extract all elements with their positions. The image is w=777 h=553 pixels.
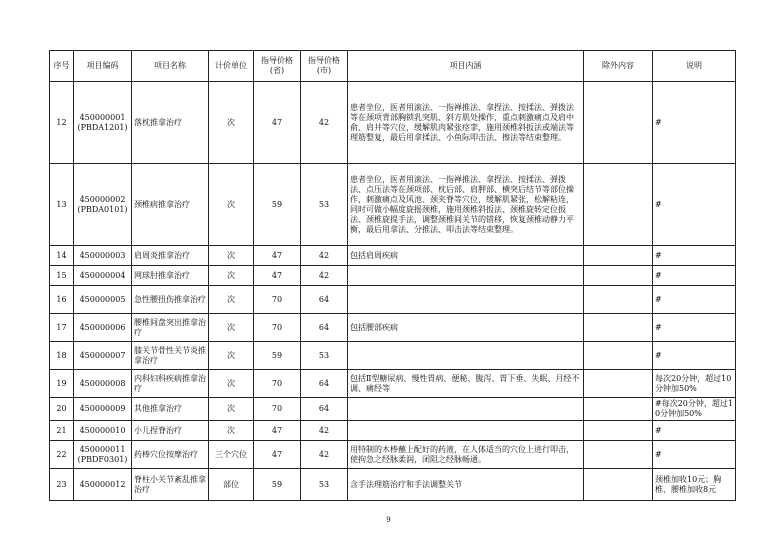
cell-unit: 次 bbox=[209, 246, 254, 266]
cell-unit: 次 bbox=[209, 164, 254, 246]
cell-unit: 三个穴位 bbox=[209, 441, 254, 469]
table-header-row bbox=[50, 51, 736, 82]
cell-price-province: 59 bbox=[254, 164, 301, 246]
header-notes: 说明 bbox=[653, 51, 736, 82]
cell-unit: 次 bbox=[209, 286, 254, 314]
table-row bbox=[50, 469, 736, 501]
cell-price-city: 64 bbox=[301, 286, 348, 314]
table-row bbox=[50, 266, 736, 286]
cell-price-city: 53 bbox=[301, 164, 348, 246]
cell-code: 450000009 bbox=[74, 398, 132, 421]
cell-no: 14 bbox=[50, 246, 74, 266]
table-row bbox=[50, 370, 736, 398]
cell-code: 450000011 (PBDF0301) bbox=[74, 441, 132, 469]
cell-name: 颈椎病推拿治疗 bbox=[132, 164, 209, 246]
cell-code: 450000003 bbox=[74, 246, 132, 266]
cell-notes: # bbox=[653, 164, 736, 246]
table-row bbox=[50, 314, 736, 342]
cell-exclusions bbox=[584, 82, 653, 164]
cell-notes: # bbox=[653, 286, 736, 314]
table-row bbox=[50, 398, 736, 421]
cell-exclusions bbox=[584, 246, 653, 266]
cell-code: 450000012 bbox=[74, 469, 132, 501]
cell-price-city: 53 bbox=[301, 469, 348, 501]
cell-unit: 次 bbox=[209, 370, 254, 398]
cell-content: 包括肩周疾病 bbox=[348, 246, 584, 266]
cell-price-city: 64 bbox=[301, 398, 348, 421]
cell-content: 含手法理筋治疗和手法调整关节 bbox=[348, 469, 584, 501]
cell-content: 患者坐位，医者用滚法、一指禅推法、拿捏法、按揉法、弹拨法等在颈项背部胸锁乳突肌、斜方肌处操作，重点刺激痛点及肩中俞、肩井等穴位，缓解肌肉紧张痉挛，施用颈椎斜扳法或端法等理筋整复，最后用拿揉法、小鱼际叩击法、擦法等结束整理。 bbox=[348, 82, 584, 164]
table-row bbox=[50, 82, 736, 164]
cell-price-city: 42 bbox=[301, 266, 348, 286]
cell-notes: # bbox=[653, 266, 736, 286]
cell-name: 急性腰扭伤推拿治疗 bbox=[132, 286, 209, 314]
cell-code: 450000002 (PBDA0101) bbox=[74, 164, 132, 246]
cell-notes: 每次20分钟，超过10分钟加50% bbox=[653, 370, 736, 398]
cell-notes: #每次20分钟，超过10分钟加50% bbox=[653, 398, 736, 421]
cell-exclusions bbox=[584, 370, 653, 398]
cell-notes: # bbox=[653, 441, 736, 469]
cell-code: 450000006 bbox=[74, 314, 132, 342]
cell-exclusions bbox=[584, 469, 653, 501]
cell-price-province: 70 bbox=[254, 314, 301, 342]
cell-code: 450000001 (PBDA1201) bbox=[74, 82, 132, 164]
cell-unit: 次 bbox=[209, 421, 254, 441]
cell-code: 450000008 bbox=[74, 370, 132, 398]
cell-code: 450000007 bbox=[74, 342, 132, 370]
cell-content: 包括腰部疾病 bbox=[348, 314, 584, 342]
cell-price-province: 59 bbox=[254, 469, 301, 501]
header-price-province: 指导价格(省) bbox=[254, 51, 301, 82]
cell-content bbox=[348, 266, 584, 286]
cell-no: 21 bbox=[50, 421, 74, 441]
cell-name: 其他推拿治疗 bbox=[132, 398, 209, 421]
cell-price-province: 47 bbox=[254, 266, 301, 286]
cell-no: 17 bbox=[50, 314, 74, 342]
cell-price-city: 42 bbox=[301, 421, 348, 441]
cell-notes: # bbox=[653, 342, 736, 370]
cell-name: 脊柱小关节紊乱推拿治疗 bbox=[132, 469, 209, 501]
cell-name: 落枕推拿治疗 bbox=[132, 82, 209, 164]
cell-price-province: 70 bbox=[254, 398, 301, 421]
cell-no: 20 bbox=[50, 398, 74, 421]
table-row bbox=[50, 441, 736, 469]
cell-no: 23 bbox=[50, 469, 74, 501]
cell-unit: 次 bbox=[209, 314, 254, 342]
cell-unit: 部位 bbox=[209, 469, 254, 501]
cell-price-city: 53 bbox=[301, 342, 348, 370]
cell-code: 450000004 bbox=[74, 266, 132, 286]
table-body bbox=[50, 82, 736, 501]
header-name: 项目名称 bbox=[132, 51, 209, 82]
cell-exclusions bbox=[584, 286, 653, 314]
cell-notes: # bbox=[653, 82, 736, 164]
cell-content bbox=[348, 421, 584, 441]
cell-price-city: 42 bbox=[301, 82, 348, 164]
cell-no: 12 bbox=[50, 82, 74, 164]
cell-exclusions bbox=[584, 266, 653, 286]
cell-name: 小儿捏脊治疗 bbox=[132, 421, 209, 441]
cell-no: 13 bbox=[50, 164, 74, 246]
cell-code: 450000005 bbox=[74, 286, 132, 314]
cell-notes: # bbox=[653, 246, 736, 266]
cell-exclusions bbox=[584, 164, 653, 246]
header-unit: 计价单位 bbox=[209, 51, 254, 82]
table-row bbox=[50, 286, 736, 314]
cell-no: 15 bbox=[50, 266, 74, 286]
cell-price-province: 47 bbox=[254, 246, 301, 266]
cell-price-city: 64 bbox=[301, 314, 348, 342]
cell-exclusions bbox=[584, 342, 653, 370]
header-code: 项目编码 bbox=[74, 51, 132, 82]
cell-no: 22 bbox=[50, 441, 74, 469]
cell-name: 药棒穴位按摩治疗 bbox=[132, 441, 209, 469]
cell-price-city: 42 bbox=[301, 441, 348, 469]
cell-content bbox=[348, 398, 584, 421]
pricing-table bbox=[49, 50, 736, 501]
cell-no: 19 bbox=[50, 370, 74, 398]
cell-exclusions bbox=[584, 441, 653, 469]
cell-no: 16 bbox=[50, 286, 74, 314]
cell-no: 18 bbox=[50, 342, 74, 370]
cell-price-province: 59 bbox=[254, 342, 301, 370]
cell-name: 网球肘推拿治疗 bbox=[132, 266, 209, 286]
cell-name: 内科妇科疾病推拿治疗 bbox=[132, 370, 209, 398]
table-row bbox=[50, 246, 736, 266]
cell-name: 腰椎间盘突出推拿治疗 bbox=[132, 314, 209, 342]
cell-price-province: 47 bbox=[254, 441, 301, 469]
header-content: 项目内涵 bbox=[348, 51, 584, 82]
cell-content: 用特制的木棒蘸上配好的药液，在人体适当的穴位上进行叩击，使拘急之经脉柔润，闭阻之经脉畅通。 bbox=[348, 441, 584, 469]
cell-content bbox=[348, 342, 584, 370]
header-no: 序号 bbox=[50, 51, 74, 82]
cell-exclusions bbox=[584, 398, 653, 421]
cell-content bbox=[348, 286, 584, 314]
cell-content: 患者坐位，医者用滚法、一指禅推法、拿捏法、按揉法、弹拨法、点压法等在颈项部、枕后部、肩胛部、横突后结节等部位操作，刺激痛点及风池、颈夹脊等穴位，缓解肌紧张，松解粘连，同时可做小幅度旋摇颈椎，施用颈椎斜扳法、颈椎旋转定位扳法、颈椎旋提手法，调整颈椎间关节的错移，恢复颈椎动静力平衡，最后用拿法、分推法、叩击法等结束整理。 bbox=[348, 164, 584, 246]
table-row bbox=[50, 164, 736, 246]
cell-exclusions bbox=[584, 314, 653, 342]
cell-notes: # bbox=[653, 314, 736, 342]
header-price-city: 指导价格(市) bbox=[301, 51, 348, 82]
cell-unit: 次 bbox=[209, 266, 254, 286]
cell-unit: 次 bbox=[209, 342, 254, 370]
cell-notes: 颈椎加收10元；胸椎、腰椎加收8元 bbox=[653, 469, 736, 501]
cell-price-province: 70 bbox=[254, 286, 301, 314]
cell-code: 450000010 bbox=[74, 421, 132, 441]
cell-unit: 次 bbox=[209, 398, 254, 421]
page-number: 9 bbox=[386, 516, 391, 524]
table-row bbox=[50, 342, 736, 370]
cell-name: 肩周炎推拿治疗 bbox=[132, 246, 209, 266]
cell-price-city: 64 bbox=[301, 370, 348, 398]
cell-price-province: 47 bbox=[254, 421, 301, 441]
cell-price-province: 47 bbox=[254, 82, 301, 164]
cell-notes: # bbox=[653, 421, 736, 441]
cell-price-city: 42 bbox=[301, 246, 348, 266]
cell-name: 膝关节骨性关节炎推拿治疗 bbox=[132, 342, 209, 370]
cell-price-province: 70 bbox=[254, 370, 301, 398]
header-exclusions: 除外内容 bbox=[584, 51, 653, 82]
table-row bbox=[50, 421, 736, 441]
cell-exclusions bbox=[584, 421, 653, 441]
cell-unit: 次 bbox=[209, 82, 254, 164]
cell-content: 包括Ⅱ型糖尿病、慢性胃病、便秘、腹泻、胃下垂、失眠、月经不调、痛经等 bbox=[348, 370, 584, 398]
